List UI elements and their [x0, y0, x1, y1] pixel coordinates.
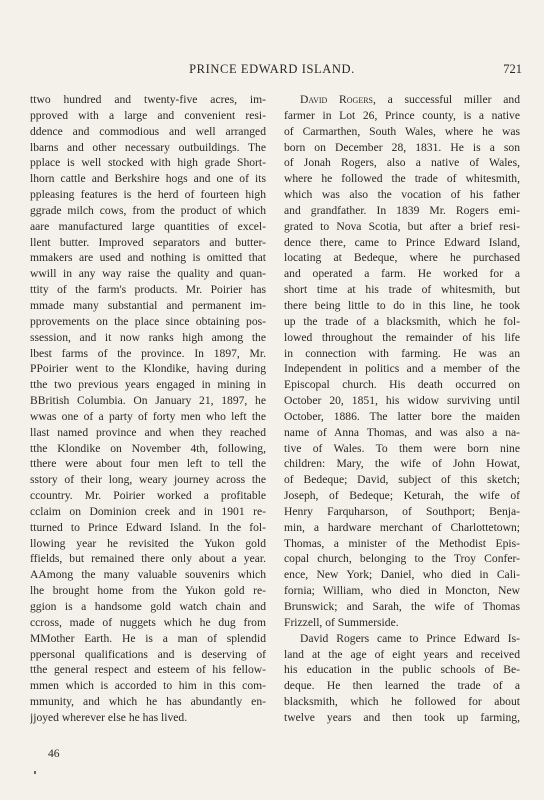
text-line: pprovements on the place since obtaining pos-: [30, 314, 266, 328]
text-line: MMother Earth. He is a man of splendid: [30, 631, 266, 645]
text-line: ssession, and it now ranks high among the: [30, 330, 266, 344]
text-line: twelve years and then took up farming,: [284, 710, 520, 724]
text-line: dence there, came to Prince Edward Island,: [284, 235, 520, 249]
text-line: aare manufactured large quantities of excel-: [30, 219, 266, 233]
text-fragment: , a successful miller and: [373, 93, 520, 106]
text-line: BBritish Columbia. On January 21, 1897, he: [30, 394, 266, 408]
text-line: cclaim on Dominion creek and in 1901 re-: [30, 504, 266, 518]
text-line: lbest farms of the province. In 1897, Mr.: [30, 346, 266, 360]
text-line: land at the age of eight years and received: [284, 647, 520, 661]
text-line: sstory of their long, weary journey across the: [30, 473, 266, 487]
text-line: fornia; William, who died in Moncton, New: [284, 584, 520, 598]
text-line: tthe Klondike on November 4th, following,: [30, 441, 266, 455]
text-line: copal church, belonging to the Troy Confer-: [284, 552, 520, 566]
text-line: David Rogers came to Prince Edward Is-: [300, 631, 520, 645]
text-line: wwill in any way raise the quality and quan-: [30, 267, 266, 281]
text-line: ddence and commodious and well arranged: [30, 124, 266, 138]
text-line: children: Mary, the wife of John Howat,: [284, 457, 520, 471]
text-line: and grandfather. In 1839 Mr. Rogers emi-: [284, 203, 520, 217]
text-line: tthe general respect and esteem of his fellow-: [30, 663, 266, 677]
text-line: PPoirier went to the Klondike, having during: [30, 362, 266, 376]
text-line: min, a hardware merchant of Charlottetown;: [284, 520, 520, 534]
text-line: grated to Nova Scotia, but after a brief resi-: [284, 219, 520, 233]
text-line: ttity of the farm's products. Mr. Poirier has: [30, 283, 266, 297]
text-line: deque. He then learned the trade of a: [284, 679, 520, 693]
text-line: farmer in Lot 26, Prince county, is a native: [284, 108, 520, 122]
text-line: Brunswick; and Sarah, the wife of Thomas: [284, 600, 520, 613]
text-line: [284, 92, 520, 108]
text-line: lbarns and other necessary outbuildings. The: [30, 140, 266, 154]
text-line: ttwo hundred and twenty-five acres, im-: [30, 93, 266, 106]
running-head: PRINCE EDWARD ISLAND.: [189, 62, 355, 76]
text-line: ppleasing features is the herd of fourteen high: [30, 188, 266, 202]
text-line: tthe two previous years engaged in mining in: [30, 378, 266, 392]
text-line: his education in the public schools of Be-: [284, 663, 520, 677]
text-line: Episcopal church. His death occurred on: [284, 378, 520, 392]
page-number: 721: [503, 62, 522, 76]
text-line: ggrade milch cows, from the product of which: [30, 203, 266, 217]
text-line: blacksmith, which he followed for about: [284, 695, 520, 709]
text-line: mmunity, and which he has abundantly en-: [30, 695, 266, 709]
text-line: Henry Farquharson, of Southport; Benja-: [284, 504, 520, 518]
text-line: locating at Bedeque, where he purchased: [284, 251, 520, 265]
text-line: mmade many substantial and permanent im-: [30, 298, 266, 312]
ink-speck: [34, 771, 36, 774]
text-line: October 20, 1851, his widow surviving until: [284, 394, 520, 408]
text-line: AAmong the many valuable souvenirs which: [30, 568, 266, 582]
text-line: name of Anna Thomas, and was also a na-: [284, 425, 520, 439]
text-line: llast named province and when they reached: [30, 425, 266, 439]
text-line: Frizzell, of Summerside.: [284, 615, 399, 629]
text-line: lhe brought home from the Yukon gold re-: [30, 584, 266, 598]
text-line: born on December 28, 1831. He is a son: [284, 140, 520, 154]
text-line: up the trade of a blacksmith, which he fol-: [284, 314, 520, 328]
text-line: which was also the vocation of his father: [284, 188, 520, 202]
text-line: there being little to do in this line, he took: [284, 298, 520, 312]
text-line: short time at his trade of whitesmith, but: [284, 283, 520, 297]
text-line: where he followed the trade of whitesmith,: [284, 172, 520, 186]
text-line: October, 1886. The latter bore the maiden: [284, 409, 520, 423]
text-line: lhorn cattle and Berkshire hogs and one of its: [30, 172, 266, 186]
text-line: of Carmarthen, South Wales, where he was: [284, 124, 520, 138]
text-line: pplace is well stocked with high grade Short-: [30, 156, 266, 170]
right-column: [284, 92, 520, 726]
text-line: tturned to Prince Edward Island. In the fol-: [30, 520, 266, 534]
text-line: Thomas, a minister of the Methodist Epis-: [284, 536, 520, 550]
text-line: and operated a farm. He worked for a: [284, 267, 520, 281]
text-line: pproved with a large and convenient resi-: [30, 108, 266, 122]
text-line: ggion is a handsome gold watch chain and: [30, 600, 266, 613]
text-line: llowing year he revisited the Yukon gold: [30, 536, 266, 550]
text-line: ccountry. Mr. Poirier worked a profitable: [30, 489, 266, 503]
signature-mark: 46: [48, 747, 60, 760]
text-line: ffields, but remained there only about a year.: [30, 552, 266, 566]
text-line: of Jonah Rogers, also a native of Wales,: [284, 156, 520, 170]
text-line: ppersonal qualifications and is deserving of: [30, 647, 266, 661]
text-line: ence, New York; Daniel, who died in Cali-: [284, 568, 520, 582]
text-line: Independent in politics and a member of the: [284, 362, 520, 376]
subject-name: David Rogers: [300, 93, 374, 106]
text-line: in connection with farming. He was an: [284, 346, 520, 360]
text-line: mmakers are used and nothing is omitted that: [30, 251, 266, 265]
text-line: lowed throughout the remainder of his life: [284, 330, 520, 344]
text-line: mmen which is accorded to him in this com-: [30, 679, 266, 693]
text-line: jjoyed wherever else he has lived.: [30, 710, 188, 724]
text-line: tthere were about four men left to tell the: [30, 457, 266, 471]
text-line: tive of Wales. To them were born nine: [284, 441, 520, 455]
text-line: of Bedeque; David, subject of this sketch;: [284, 473, 520, 487]
left-column: [30, 92, 266, 726]
text-line: wwas one of a party of forty men who left the: [30, 409, 266, 423]
text-line: Joseph, of Bedeque; Keturah, the wife of: [284, 489, 520, 503]
text-line: llent butter. Improved separators and butter-: [30, 235, 266, 249]
text-line: ccross, made of nuggets which he dug from: [30, 615, 266, 629]
